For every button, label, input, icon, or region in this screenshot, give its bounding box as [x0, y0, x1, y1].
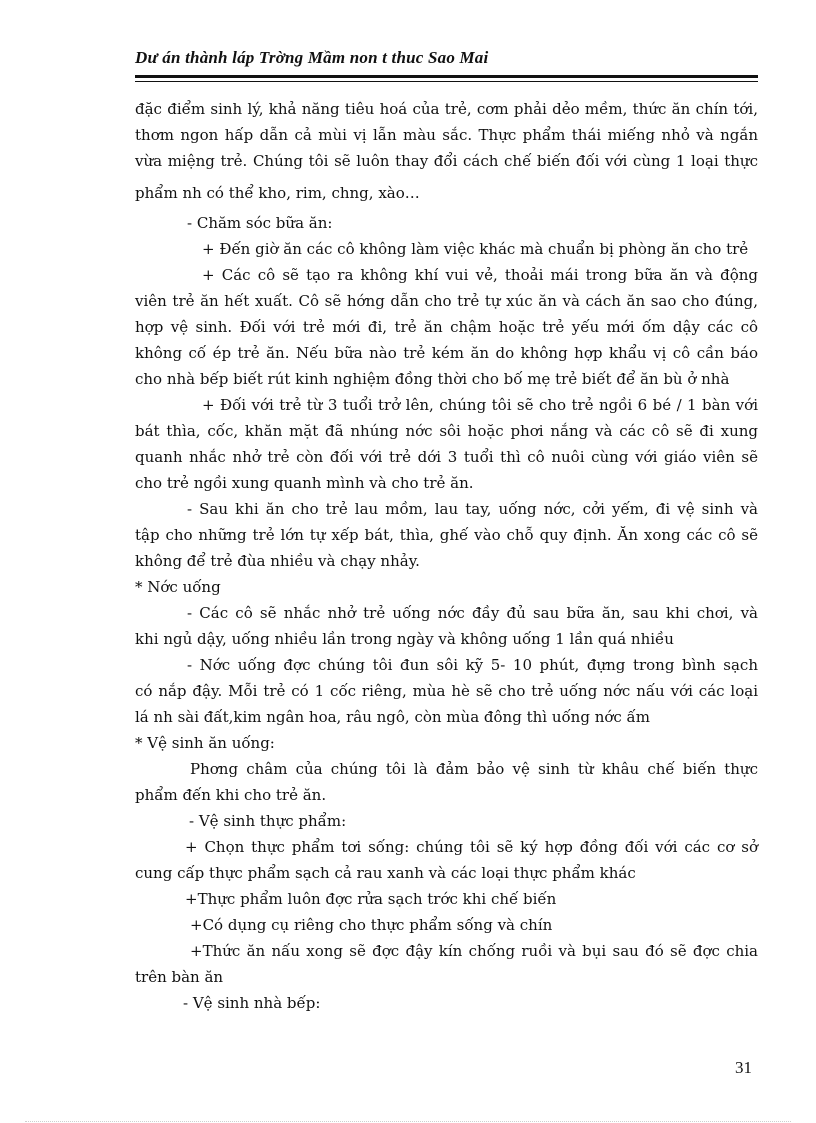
section-heading-drinking-water: * Nớc uống [135, 578, 221, 596]
text-line: +Có dụng cụ riêng cho thực phẩm sống và chín [190, 916, 553, 934]
text-line: + Chọn thực phẩm tơi sống: chúng tôi sẽ ký hợp đồng đối với các cơ sở [185, 838, 758, 856]
section-heading-meal-care: - Chăm sóc bữa ăn: [187, 214, 333, 232]
page-header-title: Dư án thành láp Trờng Mầm non t thuc Sao Mai [135, 48, 489, 67]
text-line: không để trẻ đùa nhiều và chạy nhảy. [135, 552, 420, 570]
text-line: hợp vệ sinh. Đối với trẻ mới đi, trẻ ăn chậm hoặc trẻ yếu mới ốm dậy các cô [135, 318, 758, 336]
text-line: cung cấp thực phẩm sạch cả rau xanh và các loại thực phẩm khác [135, 864, 636, 882]
subsection-heading-food: - Vệ sinh thực phẩm: [189, 812, 347, 830]
text-line: thơm ngon hấp dẫn cả mùi vị lẫn màu sắc. Thực phẩm thái miếng nhỏ và ngắn [135, 126, 758, 144]
page-number: 31 [735, 1058, 752, 1077]
section-heading-food-hygiene: * Vệ sinh ăn uống: [135, 734, 275, 752]
text-line: cho nhà bếp biết rút kinh nghiệm đồng thời cho bố mẹ trẻ biết để ăn bù ở nhà [135, 370, 730, 388]
page-body [135, 96, 758, 1016]
text-line: không cố ép trẻ ăn. Nếu bữa nào trẻ kém ăn do không hợp khẩu vị cô cần báo [135, 344, 758, 362]
text-line: viên trẻ ăn hết xuất. Cô sẽ hớng dẫn cho trẻ tự xúc ăn và cách ăn sao cho đúng, [135, 292, 758, 310]
text-line: cho trẻ ngồi xung quanh mình và cho trẻ ăn. [135, 474, 474, 492]
text-line: tập cho những trẻ lớn tự xếp bát, thìa, ghế vào chỗ quy định. Ăn xong các cô sẽ [135, 526, 758, 544]
text-line: có nắp đậy. Mỗi trẻ có 1 cốc riêng, mùa hè sẽ cho trẻ uống nớc nấu với các loại [135, 682, 758, 700]
subsection-heading-kitchen: - Vệ sinh nhà bếp: [183, 994, 321, 1012]
text-line: - Các cô sẽ nhắc nhở trẻ uống nớc đầy đủ sau bữa ăn, sau khi chơi, và [187, 604, 758, 622]
text-line: + Các cô sẽ tạo ra không khí vui vẻ, thoải mái trong bữa ăn và động [202, 266, 758, 284]
text-line: + Đến giờ ăn các cô không làm việc khác mà chuẩn bị phòng ăn cho trẻ [202, 240, 749, 258]
text-line: đặc điểm sinh lý, khả năng tiêu hoá của trẻ, cơm phải dẻo mềm, thức ăn chín tới, [135, 100, 758, 118]
text-line: +Thực phẩm luôn đợc rửa sạch trớc khi chế biến [185, 890, 557, 908]
text-line: trên bàn ăn [135, 968, 224, 986]
text-line: lá nh sài đất,kim ngân hoa, râu ngô, còn mùa đông thì uống nớc ấm [135, 708, 650, 726]
text-line: phẩm đến khi cho trẻ ăn. [135, 786, 327, 804]
text-line: phẩm nh có thể kho, rim, chng, xào… [135, 184, 420, 202]
text-line: quanh nhắc nhở trẻ còn đối với trẻ dới 3 tuổi thì cô nuôi cùng với giáo viên sẽ [135, 448, 758, 466]
text-line: +Thức ăn nấu xong sẽ đợc đậy kín chống ruồi và bụi sau đó sẽ đợc chia [190, 942, 758, 960]
text-line: + Đối với trẻ từ 3 tuổi trở lên, chúng tôi sẽ cho trẻ ngồi 6 bé / 1 bàn với [202, 396, 758, 414]
text-line: vừa miệng trẻ. Chúng tôi sẽ luôn thay đổi cách chế biến đối với cùng 1 loại thực [135, 152, 758, 170]
text-line: khi ngủ dậy, uống nhiều lần trong ngày và không uống 1 lần quá nhiều [135, 630, 674, 648]
text-line: bát thìa, cốc, khăn mặt đã nhúng nớc sôi hoặc phơi nắng và các cô sẽ đi xung [135, 422, 758, 440]
text-line: - Nớc uống đợc chúng tôi đun sôi kỹ 5- 10 phút, đựng trong bình sạch [187, 656, 758, 674]
header-rule-thick [135, 75, 758, 78]
text-line: - Sau khi ăn cho trẻ lau mồm, lau tay, uống nớc, cởi yếm, đi vệ sinh và [187, 500, 758, 518]
page-bottom-divider [25, 1121, 791, 1122]
text-line: Phơng châm của chúng tôi là đảm bảo vệ sinh từ khâu chế biến thực [190, 760, 758, 778]
header-rule-thin [135, 81, 758, 82]
